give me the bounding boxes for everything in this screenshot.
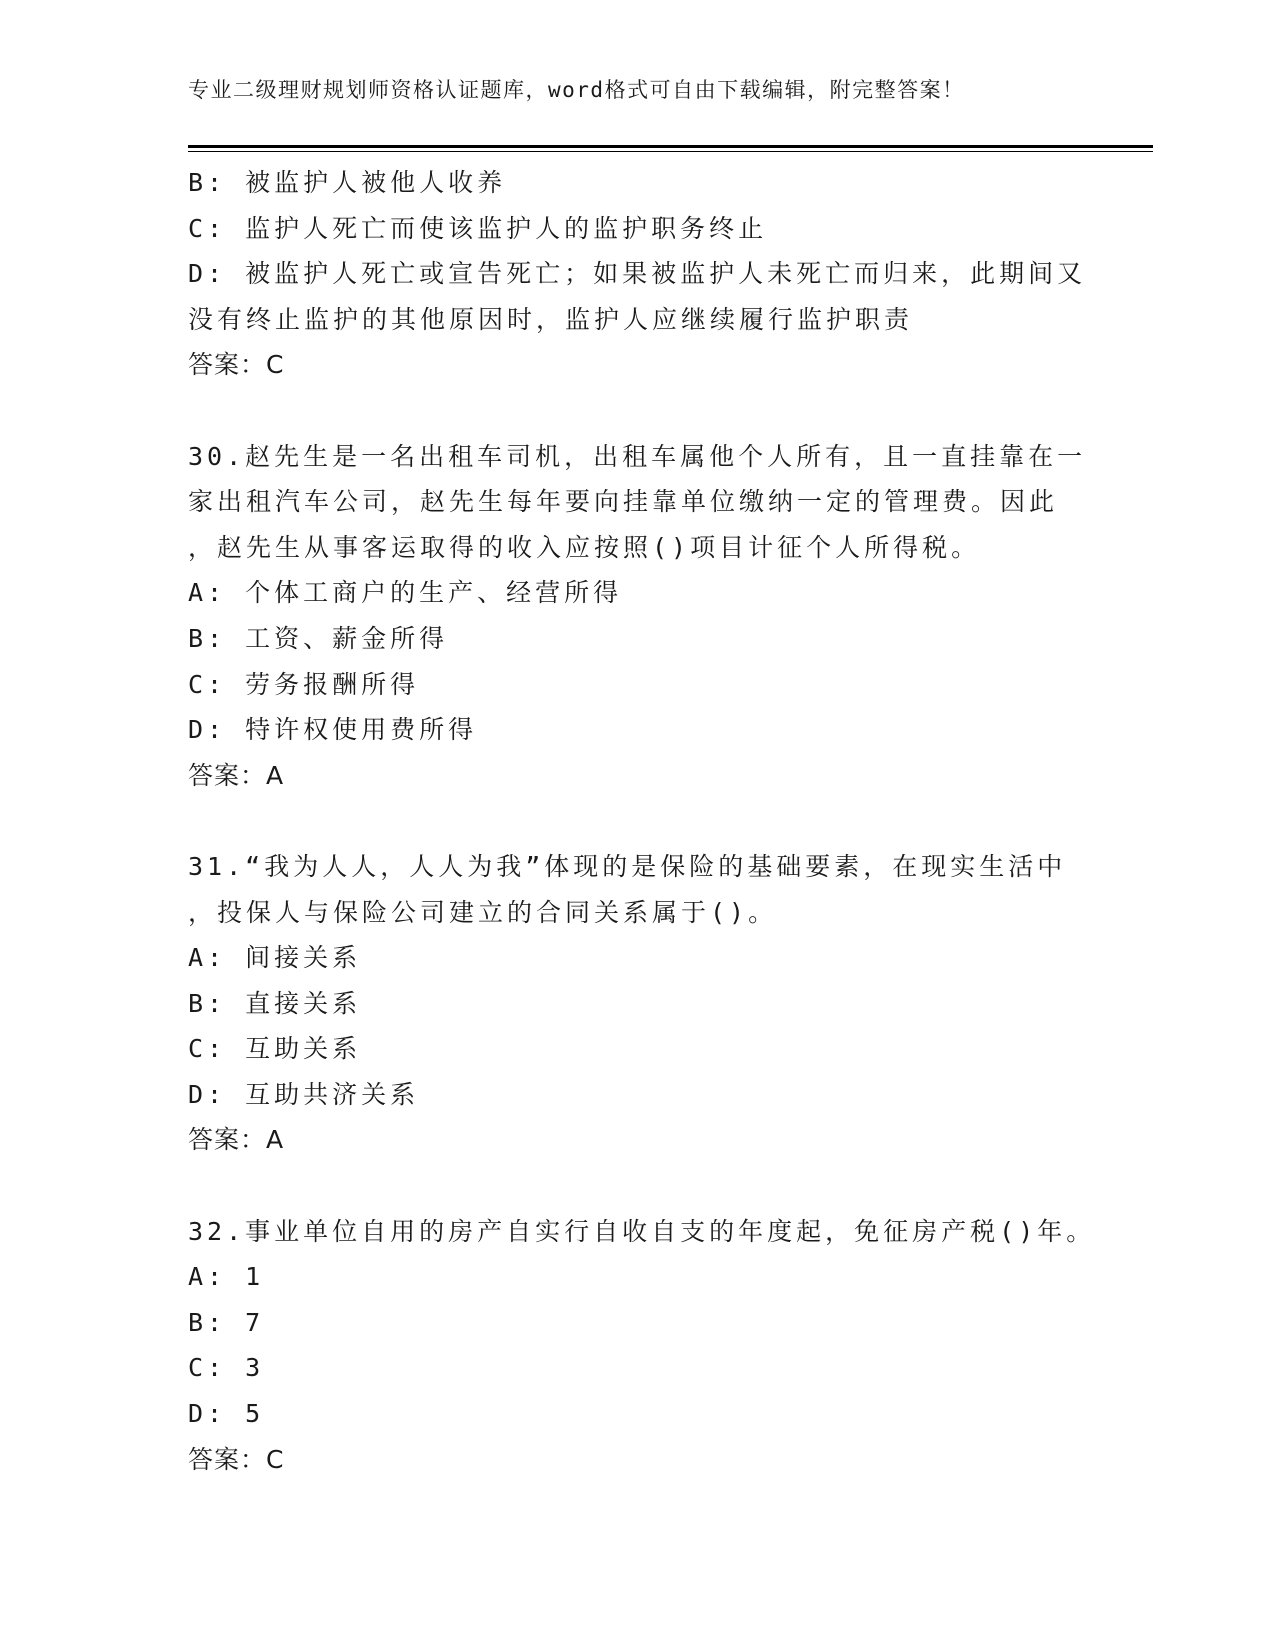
answer: 答案：A bbox=[188, 760, 285, 790]
option-c: C: 互助关系 bbox=[188, 1034, 362, 1064]
page-header: 专业二级理财规划师资格认证题库，word格式可自由下载编辑，附完整答案！ bbox=[188, 78, 965, 102]
option-d: D: 互助共济关系 bbox=[188, 1079, 420, 1109]
question-30-block bbox=[188, 434, 1088, 799]
question-stem-line: 30.赵先生是一名出租车司机，出租车属他个人所有，且一直挂靠在一 bbox=[188, 441, 1087, 471]
question-stem-line: ，赵先生从事客运取得的收入应按照()项目计征个人所得税。 bbox=[188, 532, 981, 562]
question-stem-line: 31.“我为人人，人人为我”体现的是保险的基础要素，在现实生活中 bbox=[188, 851, 1067, 881]
prev-question-block bbox=[188, 160, 1088, 388]
option-b: B: 直接关系 bbox=[188, 988, 362, 1018]
option-a: A: 个体工商户的生产、经营所得 bbox=[188, 578, 623, 608]
question-32-block bbox=[188, 1209, 1096, 1483]
answer: 答案：A bbox=[188, 1125, 285, 1155]
header-rule-thick bbox=[188, 145, 1153, 148]
option-c: C: 劳务报酬所得 bbox=[188, 669, 420, 699]
spacer bbox=[188, 1163, 1088, 1209]
option-d: D: 特许权使用费所得 bbox=[188, 715, 478, 745]
option-c: C: 监护人死亡而使该监护人的监护职务终止 bbox=[188, 213, 768, 243]
option-c: C: 3 bbox=[188, 1353, 265, 1383]
header-rule-thin bbox=[188, 151, 1153, 152]
spacer bbox=[188, 798, 1088, 844]
option-a: A: 间接关系 bbox=[188, 943, 362, 973]
answer: 答案：C bbox=[188, 1444, 285, 1474]
option-b: B: 被监护人被他人收养 bbox=[188, 168, 507, 197]
option-a: A: 1 bbox=[188, 1262, 265, 1292]
question-stem-line: ，投保人与保险公司建立的合同关系属于()。 bbox=[188, 897, 778, 927]
option-b: B: 7 bbox=[188, 1307, 265, 1337]
answer: 答案：C bbox=[188, 350, 285, 380]
spacer bbox=[188, 388, 1088, 434]
question-content bbox=[188, 160, 1096, 1482]
option-d-continued: 没有终止监护的其他原因时，监护人应继续履行监护职责 bbox=[188, 304, 914, 334]
option-b: B: 工资、薪金所得 bbox=[188, 623, 449, 653]
option-d: D: 被监护人死亡或宣告死亡；如果被监护人未死亡而归来，此期间又 bbox=[188, 259, 1087, 289]
question-stem-line: 家出租汽车公司，赵先生每年要向挂靠单位缴纳一定的管理费。因此 bbox=[188, 487, 1059, 517]
question-31-block bbox=[188, 844, 1088, 1163]
option-d: D: 5 bbox=[188, 1399, 265, 1429]
question-stem-line: 32.事业单位自用的房产自实行自收自支的年度起，免征房产税()年。 bbox=[188, 1216, 1096, 1246]
